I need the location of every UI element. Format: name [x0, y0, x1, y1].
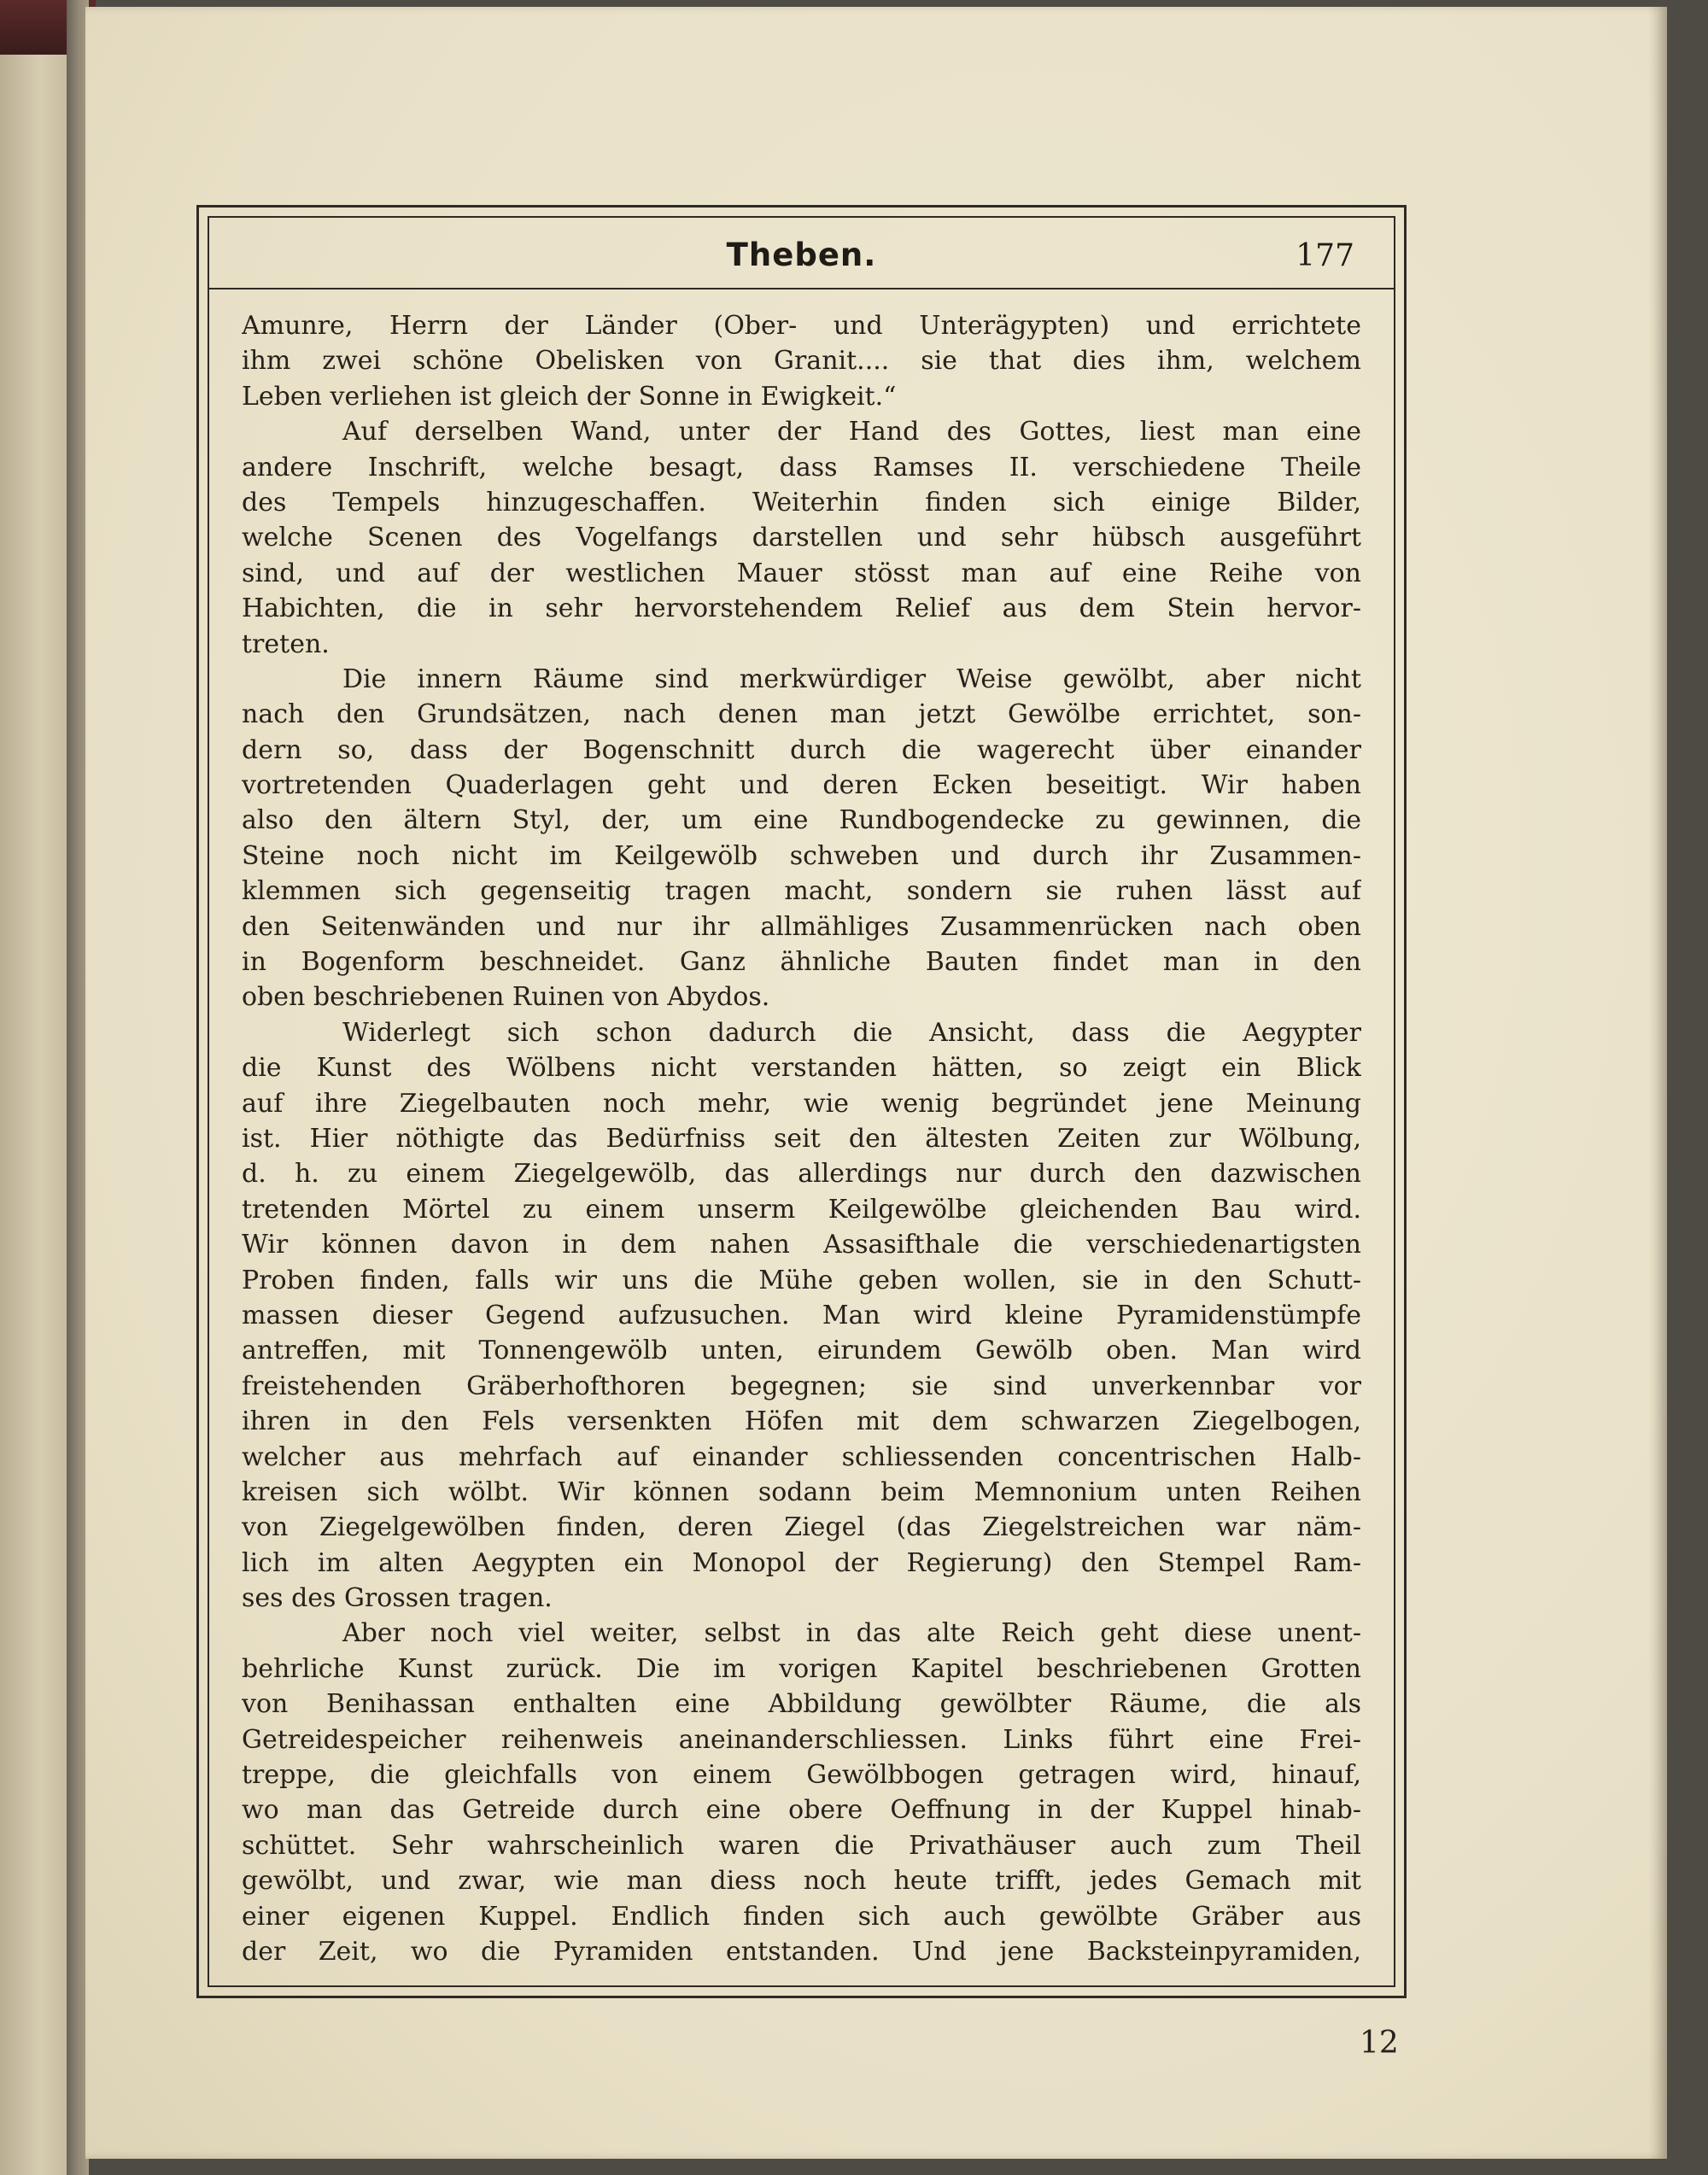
text-line: tretenden Mörtel zu einem unserm Keilgewölbe gleichenden Bau wird. — [242, 1194, 1361, 1225]
text-line: Amunre, Herrn der Länder (Ober- und Unterägypten) und errichtete — [242, 311, 1361, 341]
text-line: schüttet. Sehr wahrscheinlich waren die Privathäuser auch zum Theil — [242, 1830, 1361, 1861]
text-line: d. h. zu einem Ziegelgewölb, das allerdings nur durch den dazwischen — [242, 1159, 1361, 1190]
signature-mark: 12 — [1360, 2026, 1399, 2061]
text-line: Auf derselben Wand, unter der Hand des Gottes, liest man eine — [342, 417, 1361, 447]
text-frame-outer — [196, 205, 1407, 1998]
book-page — [85, 7, 1667, 2159]
text-line: von Benihassan enthalten eine Abbildung gewölbter Räume, die als — [242, 1689, 1361, 1720]
text-line: lich im alten Aegypten ein Monopol der Regierung) den Stempel Ram- — [242, 1547, 1361, 1578]
text-line: welcher aus mehrfach auf einander schliessenden concentrischen Halb- — [242, 1441, 1361, 1472]
text-line: Proben finden, falls wir uns die Mühe geben wollen, sie in den Schutt- — [242, 1265, 1361, 1295]
text-line: Wir können davon in dem nahen Assasifthale die verschiedenartigsten — [242, 1230, 1361, 1260]
text-line: Die innern Räume sind merkwürdiger Weise gewölbt, aber nicht — [342, 664, 1361, 694]
text-line: andere Inschrift, welche besagt, dass Ramses II. verschiedene Theile — [242, 452, 1361, 482]
text-line: sind, und auf der westlichen Mauer stösst man auf eine Reihe von — [242, 558, 1361, 588]
text-line: massen dieser Gegend aufzusuchen. Man wird kleine Pyramidenstümpfe — [242, 1300, 1361, 1330]
text-line: ist. Hier nöthigte das Bedürfniss seit den ältesten Zeiten zur Wölbung, — [242, 1123, 1361, 1154]
text-line: behrliche Kunst zurück. Die im vorigen Kapitel beschriebenen Grotten — [242, 1653, 1361, 1684]
text-line: dern so, dass der Bogenschnitt durch die wagerecht über einander — [242, 734, 1361, 765]
text-line: treppe, die gleichfalls von einem Gewölbbogen getragen wird, hinauf, — [242, 1760, 1361, 1791]
text-line: antreffen, mit Tonnengewölb unten, eirundem Gewölb oben. Man wird — [242, 1336, 1361, 1366]
text-line: der Zeit, wo die Pyramiden entstanden. Und jene Backsteinpyramiden, — [242, 1936, 1361, 1967]
text-line: Aber noch viel weiter, selbst in das alte Reich geht diese unent- — [342, 1618, 1361, 1649]
text-line: freistehenden Gräberhofthoren begegnen; sie sind unverkennbar vor — [242, 1371, 1361, 1401]
text-line: gewölbt, und zwar, wie man diess noch heute trifft, jedes Gemach mit — [242, 1866, 1361, 1897]
text-line: von Ziegelgewölben finden, deren Ziegel (das Ziegelstreichen war näm- — [242, 1512, 1361, 1543]
text-line: wo man das Getreide durch eine obere Oeffnung in der Kuppel hinab- — [242, 1795, 1361, 1826]
page-edge-shadow — [1648, 7, 1667, 2159]
text-line: Leben verliehen ist gleich der Sonne in Ewigkeit.“ — [242, 381, 897, 412]
text-line: ihm zwei schöne Obelisken von Granit.... sie that dies ihm, welchem — [242, 346, 1361, 377]
text-line: ses des Grossen tragen. — [242, 1583, 553, 1614]
body-text — [242, 308, 1361, 1969]
running-header-title: Theben. — [726, 237, 877, 273]
text-line: auf ihre Ziegelbauten noch mehr, wie wenig begründet jene Meinung — [242, 1088, 1361, 1119]
text-line: kreisen sich wölbt. Wir können sodann beim Memnonium unten Reihen — [242, 1476, 1361, 1507]
text-line: oben beschriebenen Ruinen von Abydos. — [242, 982, 770, 1013]
text-frame-inner — [208, 216, 1395, 1987]
text-line: nach den Grundsätzen, nach denen man jetzt Gewölbe errichtet, son- — [242, 699, 1361, 730]
text-line: also den ältern Styl, der, um eine Rundbogendecke zu gewinnen, die — [242, 805, 1361, 836]
text-line: Getreidespeicher reihenweis aneinanderschliessen. Links führt eine Frei- — [242, 1724, 1361, 1755]
text-line: klemmen sich gegenseitig tragen macht, sondern sie ruhen lässt auf — [242, 876, 1361, 907]
text-line: vortretenden Quaderlagen geht und deren Ecken beseitigt. Wir haben — [242, 770, 1361, 801]
facing-page-edge — [0, 0, 67, 2175]
text-line: Steine noch nicht im Keilgewölb schweben und durch ihr Zusammen- — [242, 840, 1361, 871]
text-line: in Bogenform beschneidet. Ganz ähnliche Bauten findet man in den — [242, 947, 1361, 978]
text-line: ihren in den Fels versenkten Höfen mit dem schwarzen Ziegelbogen, — [242, 1406, 1361, 1437]
text-line: des Tempels hinzugeschaffen. Weiterhin finden sich einige Bilder, — [242, 487, 1361, 517]
page-number: 177 — [1296, 238, 1354, 273]
text-line: Habichten, die in sehr hervorstehendem Relief aus dem Stein hervor- — [242, 593, 1361, 624]
text-line: den Seitenwänden und nur ihr allmähliges Zusammenrücken nach oben — [242, 911, 1361, 942]
text-line: welche Scenen des Vogelfangs darstellen und sehr hübsch ausgeführt — [242, 523, 1361, 553]
text-line: die Kunst des Wölbens nicht verstanden hätten, so zeigt ein Blick — [242, 1053, 1361, 1084]
running-header — [209, 218, 1394, 289]
text-line: einer eigenen Kuppel. Endlich finden sich auch gewölbte Gräber aus — [242, 1901, 1361, 1932]
text-line: treten. — [242, 629, 330, 659]
text-line: Widerlegt sich schon dadurch die Ansicht, dass die Aegypter — [342, 1017, 1361, 1048]
